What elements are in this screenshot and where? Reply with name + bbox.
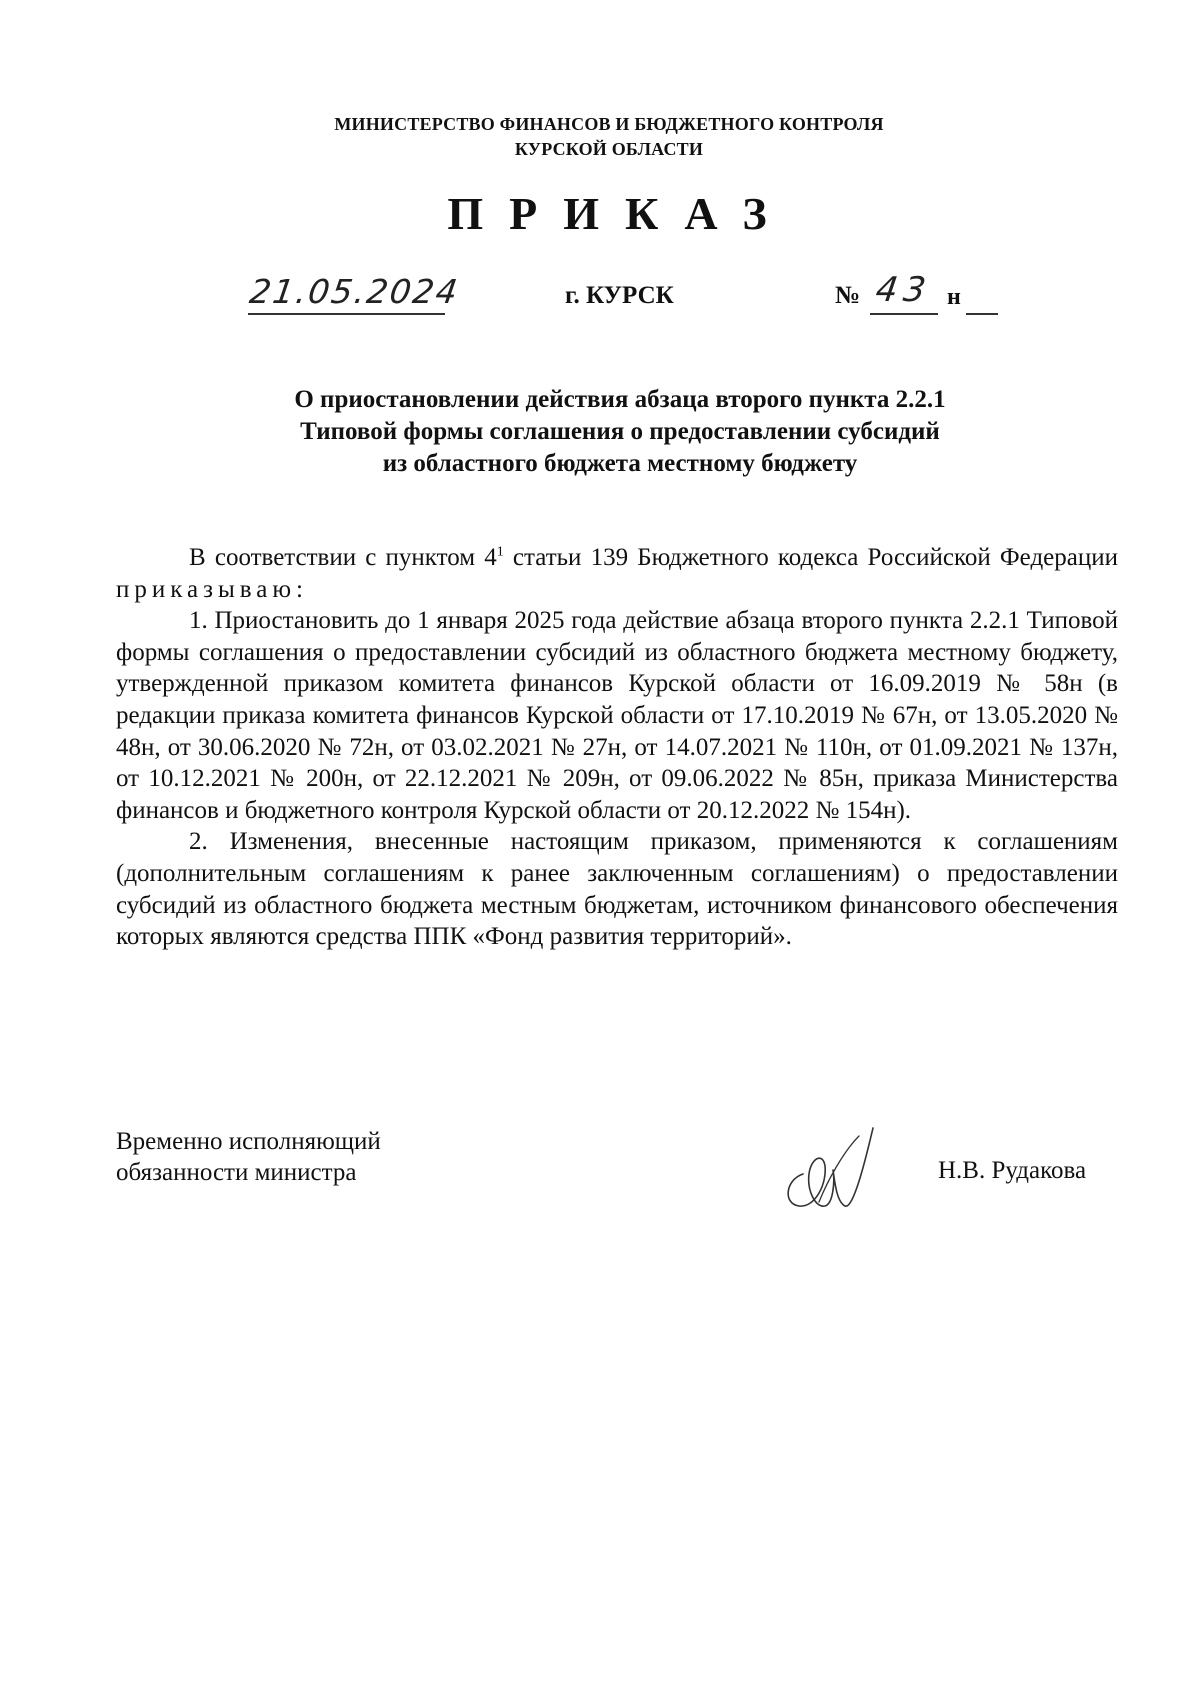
document-title: ПРИКАЗ [447, 188, 793, 239]
subject-line3: из областного бюджета местному бюджету [382, 450, 858, 477]
handwritten-date: 21.05.2024 [247, 272, 462, 311]
item-1-paragraph: 1. Приостановить до 1 января 2025 года действие абзаца второго пункта 2.2.1 Типовой формы соглашения о предоставлении субсидий из областного бюджета местному бюджету, утвержденной приказом комитета финансов Курской области от 16.09.2019 № 58н (в редакции приказа комитета финансов Курской области от 17.10.2019 № 67н, от 13.05.2020 № 48н, от 30.06.2020 № 72н, от 03.02.2021 № 27н, от 14.07.2021 № 110н, от 01.09.2021 № 137н, от 10.12.2021 № 200н, от 22.12.2021 № 209н, от 09.06.2022 № 85н, приказа Министерства финансов и бюджетного контроля Курской области от 20.12.2022 № 154н). [116, 607, 1118, 824]
intro-colon: : [296, 575, 303, 603]
item-2-paragraph: 2. Изменения, внесенные настоящим приказом, применяются к соглашениям (дополнительным соглашениям к ранее заключенным соглашениям) о предоставлении субсидий из областного бюджета местным бюджетам, источником финансового обеспечения которых являются средства ППК «Фонд развития территорий». [116, 828, 1118, 951]
subject-line1: О приостановлении действия абзаца второго пункта 2.2.1 [294, 386, 946, 413]
intro-text-cont: статьи 139 Бюджетного кодекса Российской Федерации [503, 544, 1118, 571]
intro-text: В соответствии с пунктом 4 [189, 544, 497, 571]
handwritten-number: 43 [873, 270, 935, 310]
signatory-position [116, 1126, 381, 1188]
signatory-name: Н.В. Рудакова [938, 1157, 1087, 1184]
city-label: г. КУРСК [565, 282, 674, 309]
document-body [116, 542, 1118, 953]
handwritten-signature [775, 1122, 880, 1212]
subject-line2: Типовой формы соглашения о предоставлении субсидий [300, 418, 940, 445]
ministry-name-line1: МИНИСТЕРСТВО ФИНАНСОВ И БЮДЖЕТНОГО КОНТРОЛЯ [334, 114, 884, 134]
number-suffix: н [947, 284, 961, 310]
ministry-header [0, 112, 1200, 162]
date-underline [248, 313, 445, 315]
document-subject [0, 384, 1200, 480]
intro-command: приказываю [116, 575, 297, 603]
ministry-name-line2: КУРСКОЙ ОБЛАСТИ [514, 139, 704, 159]
date-number-line [0, 270, 1200, 318]
intro-superscript: 1 [496, 544, 504, 560]
number-sign: № [835, 282, 861, 309]
position-line1: Временно исполняющий [116, 1128, 381, 1155]
position-line2: обязанности министра [116, 1159, 357, 1186]
number-suffix-underline [966, 313, 998, 315]
number-underline [870, 313, 938, 315]
intro-paragraph [116, 542, 1118, 605]
